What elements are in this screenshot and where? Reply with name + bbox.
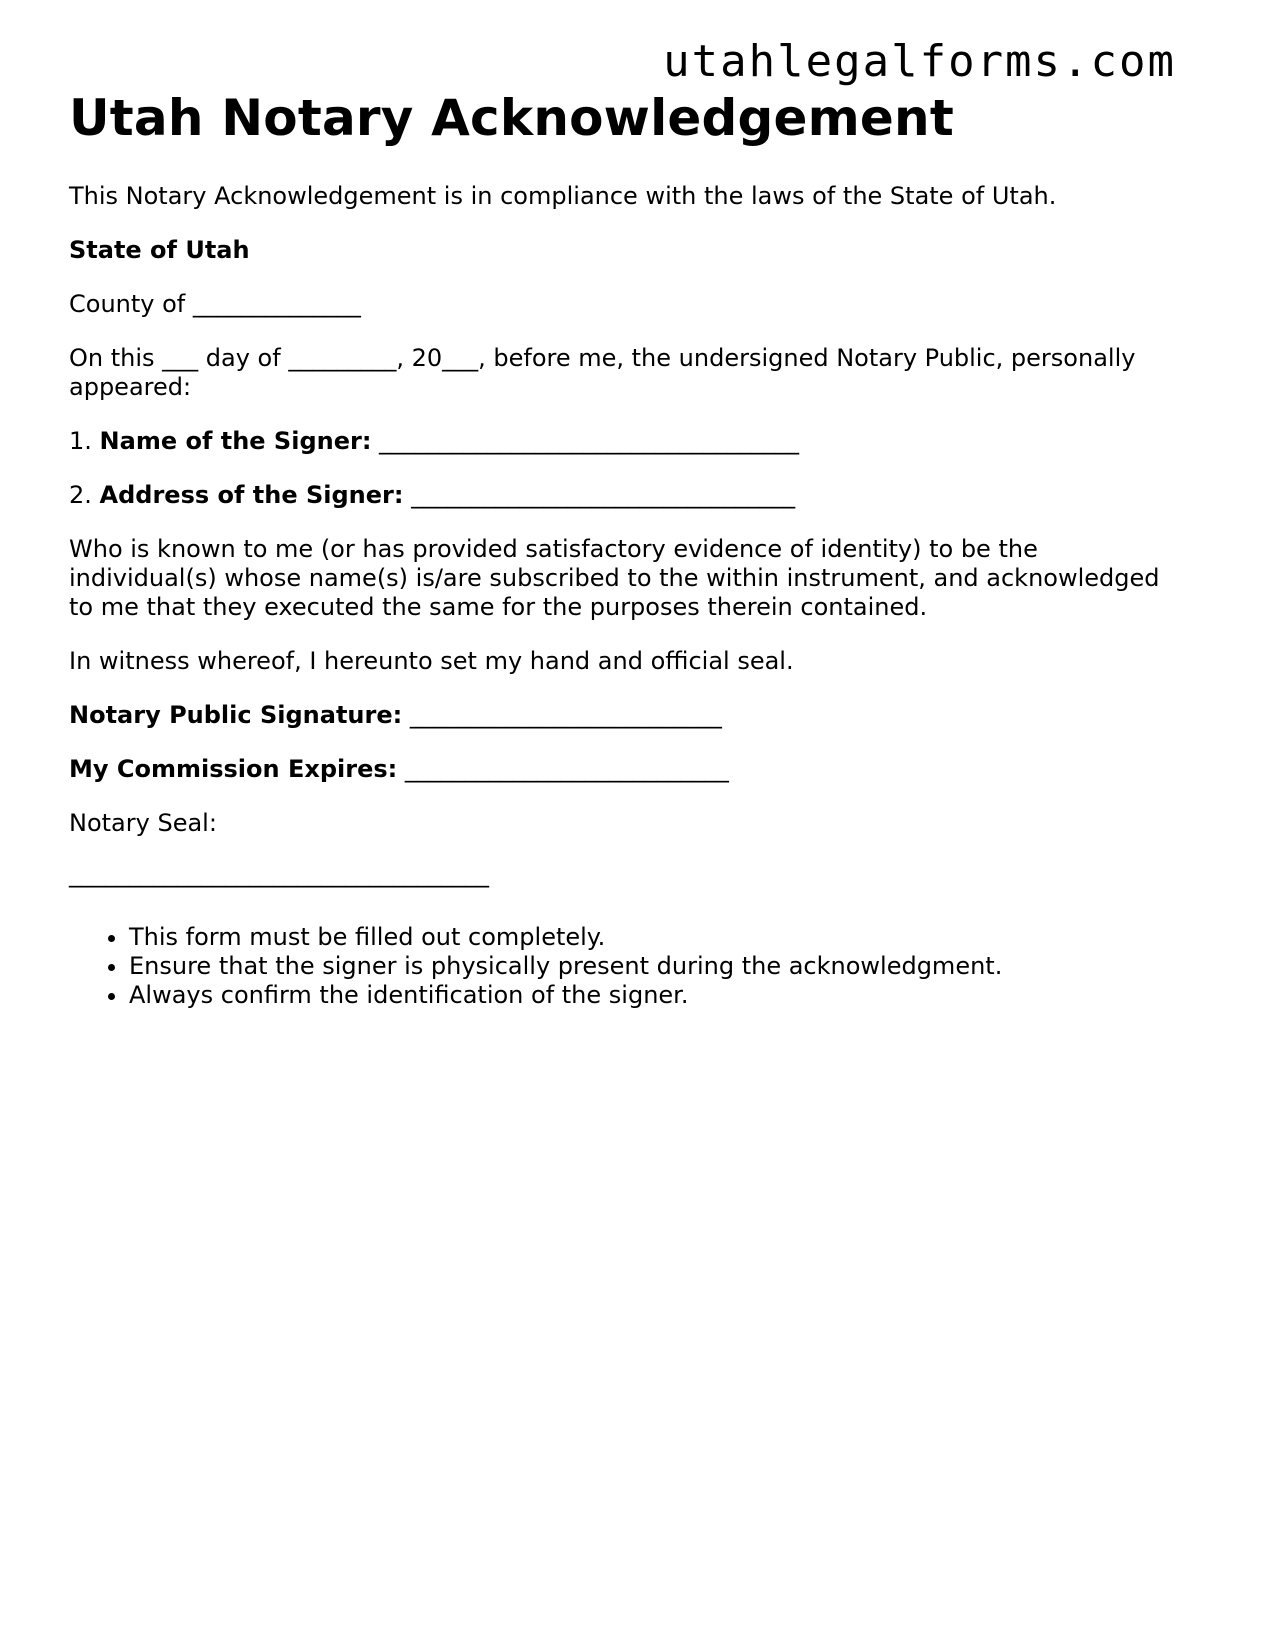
notary-seal-line: ___________________________________ — [69, 860, 489, 888]
notary-signature-field — [69, 701, 1189, 730]
list-item: • Always confirm the identification of the signer. — [129, 981, 1189, 1010]
signer-name-blank: ___________________________________ — [371, 427, 800, 455]
intro-text: This Notary Acknowledgement is in compliance with the laws of the State of Utah. — [69, 182, 1057, 210]
signer-name-label: Name of the Signer: — [99, 427, 372, 455]
signer-address-field — [69, 481, 1189, 510]
notes-list — [69, 923, 1189, 1010]
signer-name-field — [69, 427, 1189, 456]
date-appearance-line: On this ___ day of _________, 20___, before me, the undersigned Notary Public, personally appeared: — [69, 344, 1136, 401]
signer-name-number: 1. — [69, 427, 100, 455]
list-item: • Ensure that the signer is physically present during the acknowledgment. — [129, 952, 1189, 981]
notary-signature-blank: __________________________ — [402, 701, 722, 729]
notary-seal-label: Notary Seal: — [69, 809, 217, 837]
site-watermark: utahlegalforms.com — [663, 36, 1176, 87]
signer-address-label: Address of the Signer: — [99, 481, 404, 509]
document-title: Utah Notary Acknowledgement — [69, 89, 954, 147]
notary-document — [69, 88, 1189, 1010]
witness-text: In witness whereof, I hereunto set my hand and official seal. — [69, 647, 794, 675]
commission-expires-label: My Commission Expires: — [69, 755, 398, 783]
notary-signature-label: Notary Public Signature: — [69, 701, 403, 729]
signer-address-blank: ________________________________ — [403, 481, 796, 509]
county-field: County of ______________ — [69, 290, 361, 318]
state-heading: State of Utah — [69, 236, 250, 264]
acknowledgment-text: Who is known to me (or has provided satisfactory evidence of identity) to be the individual(s) whose name(s) is/are subscribed to the within instrument, and acknowledged to me that they executed the same for the purposes therein contained. — [69, 535, 1160, 621]
commission-expires-field — [69, 755, 1189, 784]
signer-address-number: 2. — [69, 481, 100, 509]
commission-expires-blank: ___________________________ — [397, 755, 729, 783]
list-item: • This form must be filled out completely. — [129, 923, 1189, 952]
